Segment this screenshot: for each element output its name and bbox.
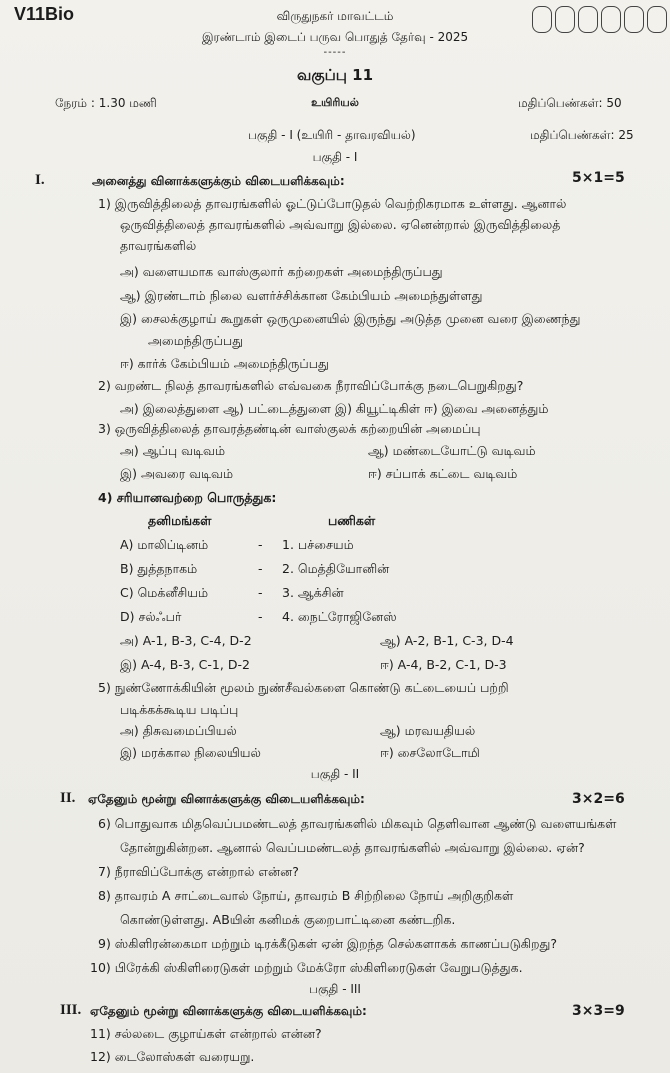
paper-code: V11Bio: [14, 4, 75, 24]
section-instruction: ஏதேனும் மூன்று வினாக்களுக்கு விடையளிக்கவும்:: [88, 792, 365, 806]
section-marks: 3×2=6: [572, 791, 625, 807]
option-text: அ) வளையமாக வாஸ்குலார் கற்றைகள் அமைந்திருப்பது: [120, 264, 443, 279]
match-dash: -: [258, 537, 263, 552]
option-text: ஈ) கார்க் கேம்பியம் அமைந்திருப்பது: [120, 356, 329, 371]
question-text: 12) டைலோஸ்கள் வரையறு.: [90, 1049, 255, 1064]
question-text: 8) தாவரம் A சாட்டைவால் நோய், தாவரம் B சிற்றிலை நோய் அறிகுறிகள்: [98, 888, 514, 903]
class-title: வகுப்பு 11: [296, 66, 374, 84]
option-text: இ) சைலக்குழாய் கூறுகள் ஒருமுனையில் இருந்து அடுத்த முனை வரை இணைந்து: [120, 311, 581, 326]
total-marks: மதிப்பெண்கள்: 50: [518, 96, 622, 110]
option-text: ஈ) சப்பாக் கட்டை வடிவம்: [368, 466, 518, 481]
option-text: ஆ) மண்டையோட்டு வடிவம்: [368, 443, 536, 458]
section-number: I.: [35, 172, 45, 188]
section-number: III.: [60, 1002, 82, 1018]
option-text: அமைந்திருப்பது: [148, 333, 244, 348]
section-number: II.: [60, 790, 76, 806]
option-text: அ) A-1, B-3, C-4, D-2: [120, 633, 252, 648]
option-text: அ) இலைத்துளை ஆ) பட்டைத்துளை இ) கியூட்டிகிள் ஈ) இவை அனைத்தும்: [120, 401, 549, 416]
option-text: ஆ) இரண்டாம் நிலை வளர்ச்சிக்கான கேம்பியம் அமைந்துள்ளது: [120, 288, 483, 303]
match-dash: -: [258, 561, 263, 576]
match-dash: -: [258, 585, 263, 600]
match-column-header: பணிகள்: [328, 513, 376, 528]
question-text: 2) வறண்ட நிலத் தாவரங்களில் எவ்வகை நீராவிப்போக்கு நடைபெறுகிறது?: [98, 378, 524, 393]
part-marks: மதிப்பெண்கள்: 25: [530, 128, 634, 142]
question-text: தோன்றுகின்றன. ஆனால் வெப்பமண்டலத் தாவரங்களில் அவ்வாறு இல்லை. ஏன்?: [120, 840, 585, 855]
match-left: C) மெக்னீசியம்: [120, 585, 209, 600]
part-title: பகுதி - I (உயிரி - தாவரவியல்): [248, 128, 416, 142]
question-text: 7) நீராவிப்போக்கு என்றால் என்ன?: [98, 864, 299, 879]
question-text: 4) சரியானவற்றை பொருத்துக:: [98, 490, 277, 505]
subject-title: உயிரியல்: [311, 96, 359, 109]
exam-title: இரண்டாம் இடைப் பருவ பொதுத் தேர்வு - 2025: [201, 30, 469, 44]
option-text: அ) ஆப்பு வடிவம்: [120, 443, 226, 458]
section-marks: 5×1=5: [572, 170, 625, 186]
option-text: இ) அவரை வடிவம்: [120, 466, 234, 481]
section-instruction: அனைத்து வினாக்களுக்கும் விடையளிக்கவும்:: [92, 174, 345, 188]
question-text: படிக்கக்கூடிய படிப்பு: [120, 702, 239, 717]
match-dash: -: [258, 609, 263, 624]
match-left: D) சல்ஃபர்: [120, 609, 182, 624]
section-heading: பகுதி - I: [312, 150, 358, 164]
question-text: 1) இருவித்திலைத் தாவரங்களில் ஓட்டுப்போடுதல் வெற்றிகரமாக உள்ளது. ஆனால்: [98, 196, 567, 211]
section-heading: பகுதி - III: [309, 982, 361, 996]
option-text: ஈ) A-4, B-2, C-1, D-3: [380, 657, 507, 672]
section-instruction: ஏதேனும் மூன்று வினாக்களுக்கு விடையளிக்கவும்:: [90, 1004, 367, 1018]
match-column-header: தனிமங்கள்: [148, 513, 212, 528]
question-text: கொண்டுள்ளது. ABயின் கனிமக் குறைபாட்டினை கண்டறிக.: [120, 912, 456, 927]
section-marks: 3×3=9: [572, 1003, 625, 1019]
match-right: 3. ஆக்சின்: [282, 585, 344, 600]
question-text: 10) பிரேக்கி ஸ்கிளிரைடுகள் மற்றும் மேக்ரோ ஸ்கிளிரைடுகள் வேறுபடுத்துக.: [90, 960, 523, 975]
question-text: 3) ஒருவித்திலைத் தாவரத்தண்டின் வாஸ்குலக் கற்றையின் அமைப்பு: [98, 421, 481, 436]
option-text: ஆ) A-2, B-1, C-3, D-4: [380, 633, 514, 648]
time-label: நேரம் : 1.30 மணி: [55, 96, 157, 110]
question-text: 6) பொதுவாக மிதவெப்பமண்டலத் தாவரங்களில் மிகவும் தெளிவான ஆண்டு வளையங்கள்: [98, 816, 617, 831]
option-text: ஆ) மரவயதியல்: [380, 723, 476, 738]
question-text: தாவரங்களில்: [120, 238, 197, 253]
match-left: A) மாலிப்டினம்: [120, 537, 209, 552]
option-text: ஈ) சைலோடோமி: [380, 745, 480, 760]
match-right: 1. பச்சையம்: [282, 537, 354, 552]
district-title: விருதுநகர் மாவட்டம்: [276, 9, 394, 23]
separator-dashes: -----: [323, 47, 347, 58]
option-text: இ) A-4, B-3, C-1, D-2: [120, 657, 250, 672]
option-text: அ) திசுவமைப்பியல்: [120, 723, 237, 738]
match-right: 2. மெத்தியோனின்: [282, 561, 390, 576]
question-text: ஒருவித்திலைத் தாவரங்களில் அவ்வாறு இல்லை. ஏனென்றால் இருவித்திலைத்: [120, 217, 561, 232]
question-text: 9) ஸ்கிளிரன்கைமா மற்றும் டிரக்கீடுகள் ஏன் இறந்த செல்களாகக் காணப்படுகிறது?: [98, 936, 557, 951]
option-text: இ) மரக்கால நிலையியல்: [120, 745, 261, 760]
question-text: 5) நுண்ணோக்கியின் மூலம் நுண்சீவல்களை கொண்டு கட்டையைப் பற்றி: [98, 680, 509, 695]
match-left: B) துத்தநாகம்: [120, 561, 198, 576]
match-right: 4. நைட்ரோஜினேஸ்: [282, 609, 397, 624]
question-text: 11) சல்லடை குழாய்கள் என்றால் என்ன?: [90, 1026, 322, 1041]
section-heading: பகுதி - II: [310, 767, 360, 781]
